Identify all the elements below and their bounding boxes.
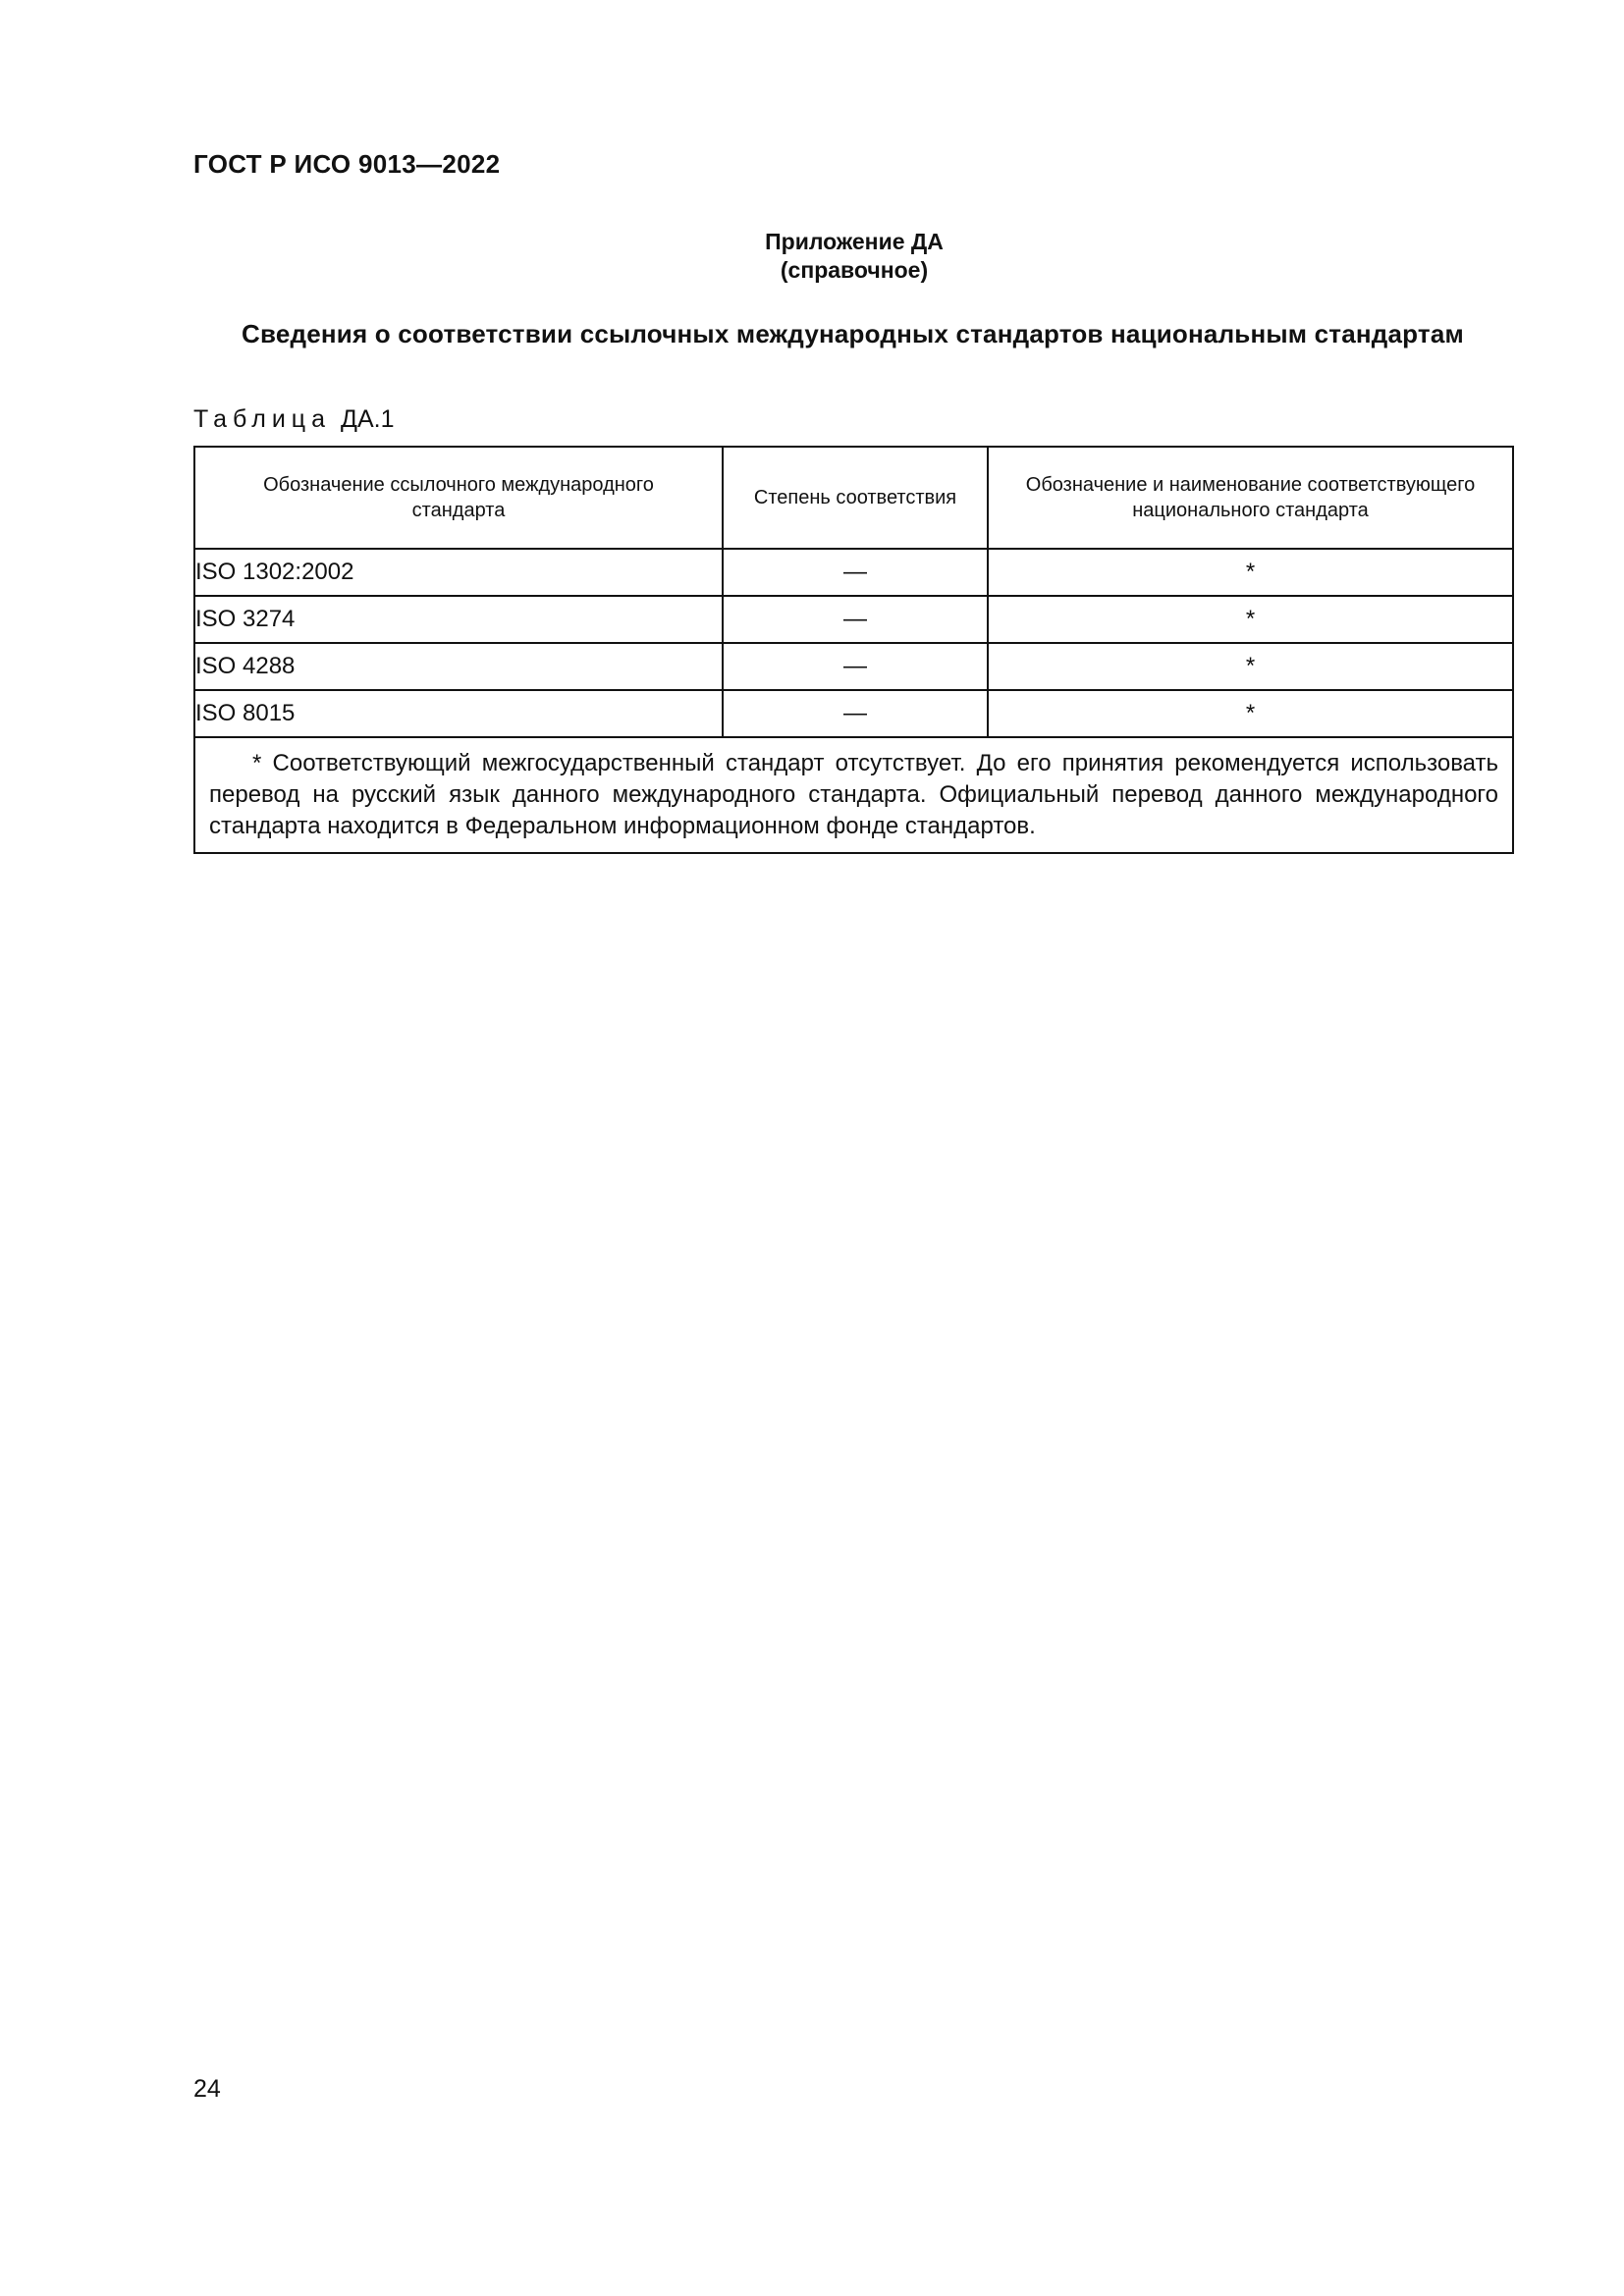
table-row [194,690,1513,737]
correspondence-table [193,446,1514,854]
cell-degree: — [723,549,988,596]
cell-national: * [988,643,1513,690]
header-international-standard: Обозначение ссылочного международного стандарта [194,447,723,549]
header-national-standard: Обозначение и наименование соответствующего национального стандарта [988,447,1513,549]
cell-standard: ISO 3274 [194,596,723,643]
table-footnote-row [194,737,1513,853]
cell-standard: ISO 4288 [194,643,723,690]
cell-national: * [988,549,1513,596]
table-row [194,549,1513,596]
table-row [194,596,1513,643]
cell-degree: — [723,690,988,737]
table-footnote: * Соответствующий межгосударственный стандарт отсутствует. До его принятия рекомендуется использовать перевод на русский язык данного международного стандарта. Официальный перевод данного международного стандарта находится в Федеральном информационном фонде стандартов. [194,737,1513,853]
table-header-row [194,447,1513,549]
cell-degree: — [723,596,988,643]
cell-degree: — [723,643,988,690]
annex-title: Приложение ДА [765,229,944,254]
cell-standard: ISO 1302:2002 [194,549,723,596]
annex-type: (справочное) [780,257,929,283]
cell-national: * [988,690,1513,737]
table-caption-number: ДА.1 [341,405,395,433]
page-number: 24 [193,2075,221,2103]
section-title: Сведения о соответствии ссылочных международных стандартов национальным стандартам [242,319,1464,348]
header-degree-of-correspondence: Степень соответствия [723,447,988,549]
table-caption [193,405,395,434]
cell-standard: ISO 8015 [194,690,723,737]
cell-national: * [988,596,1513,643]
document-code: ГОСТ Р ИСО 9013—2022 [193,149,501,179]
table-caption-word: Таблица [193,405,332,433]
table-row [194,643,1513,690]
